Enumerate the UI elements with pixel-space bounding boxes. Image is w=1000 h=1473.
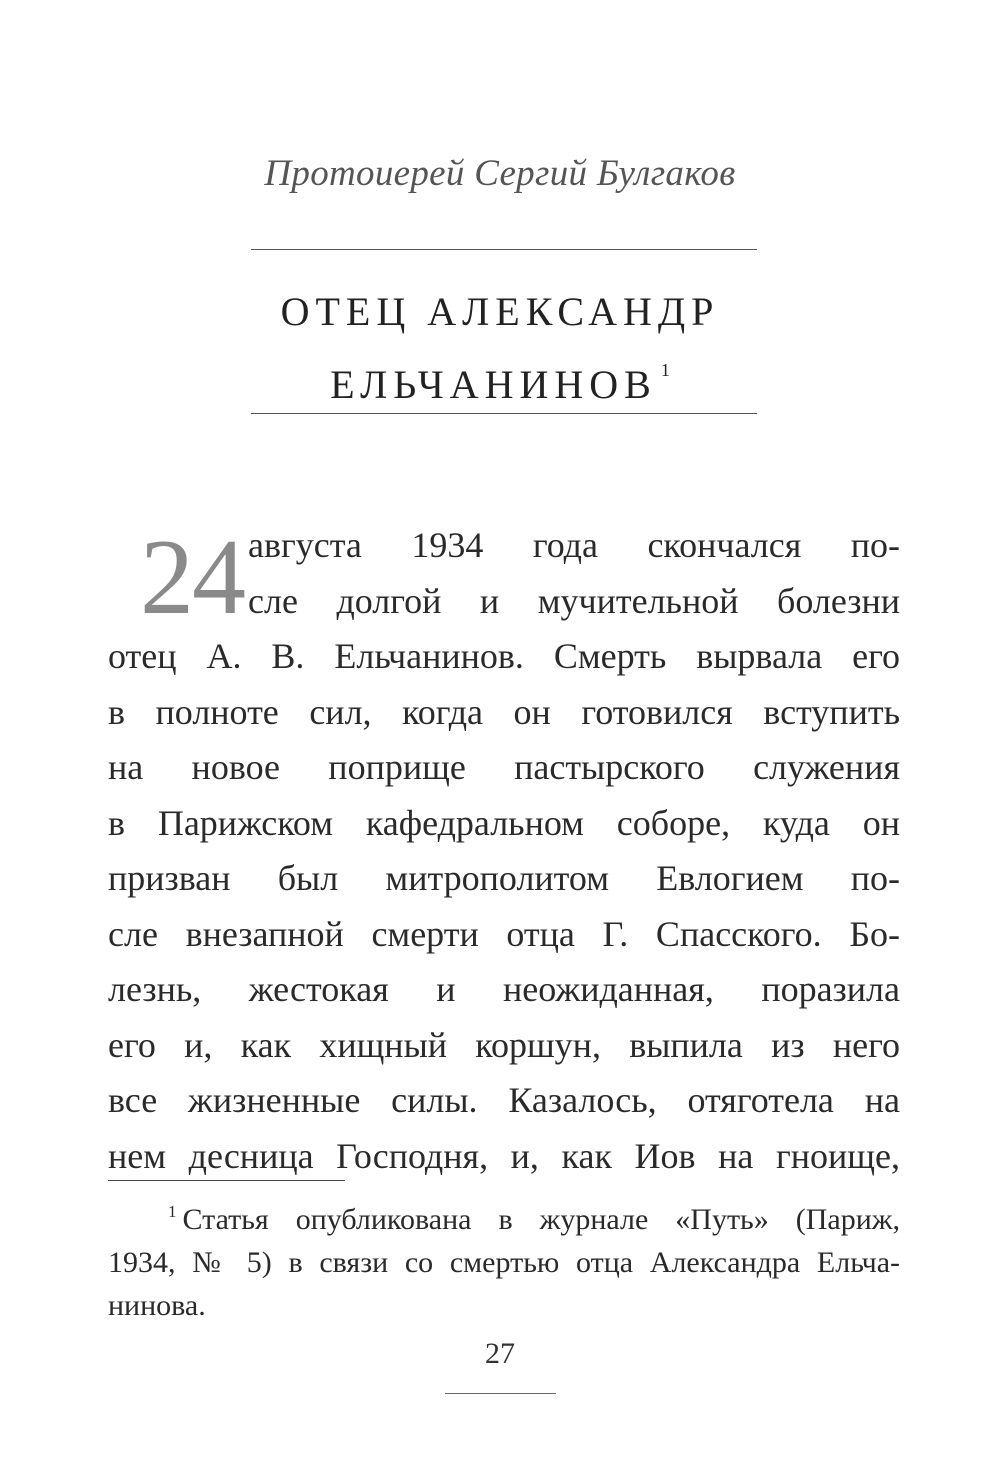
text-line: августа 1934 года скончался по- xyxy=(248,525,900,565)
body-text xyxy=(108,518,900,1184)
footnote xyxy=(108,1190,900,1327)
text-line: его и, как хищный коршун, выпила из него xyxy=(108,1024,900,1065)
text-line: в Парижском кафедральном соборе, куда он xyxy=(108,802,900,843)
footnote-line xyxy=(108,1190,900,1241)
footnote-reference[interactable]: 1 xyxy=(660,360,670,380)
chapter-title-line-1: ОТЕЦ АЛЕКСАНДР xyxy=(280,289,720,334)
chapter-title-line-2 xyxy=(0,341,1000,414)
text-line: лезнь, жестокая и неожиданная, поразила xyxy=(108,969,900,1009)
footnote-line: 1934, № 5) в связи со смертью отца Александра Ельча- xyxy=(108,1246,900,1279)
title-bottom-rule xyxy=(251,413,757,414)
text-line: все жизненные силы. Казалось, отяготела на xyxy=(108,1080,900,1120)
title-top-rule xyxy=(251,249,757,250)
text-line: сле внезапной смерти отца Г. Спасского. Бо- xyxy=(108,913,900,954)
text-line: призван был митрополитом Евлогием по- xyxy=(108,858,900,898)
author-name: Протоиерей Сергий Булгаков xyxy=(264,153,736,194)
drop-cap: 24 xyxy=(140,518,244,637)
footnote-marker: 1 xyxy=(168,1202,177,1221)
text-line: сле долгой и мучительной болезни xyxy=(248,580,900,621)
chapter-title xyxy=(0,283,1000,414)
footnote-line: нинова. xyxy=(108,1289,206,1322)
text-line: нем десница Господня, и, как Иов на гноище, xyxy=(108,1135,900,1176)
footnote-separator xyxy=(108,1180,345,1181)
text-line: в полноте сил, когда он готовился вступить xyxy=(108,691,900,732)
page-number-rule xyxy=(445,1393,556,1394)
footnote-text: Статья опубликована в журнале «Путь» (Париж, xyxy=(182,1203,900,1236)
chapter-title-name: ЕЛЬЧАНИНОВ xyxy=(330,362,657,407)
text-line: отец А. В. Ельчанинов. Смерть вырвала его xyxy=(108,636,900,676)
page-number: 27 xyxy=(485,1337,515,1370)
text-line: на новое поприще пастырского служения xyxy=(108,747,900,787)
